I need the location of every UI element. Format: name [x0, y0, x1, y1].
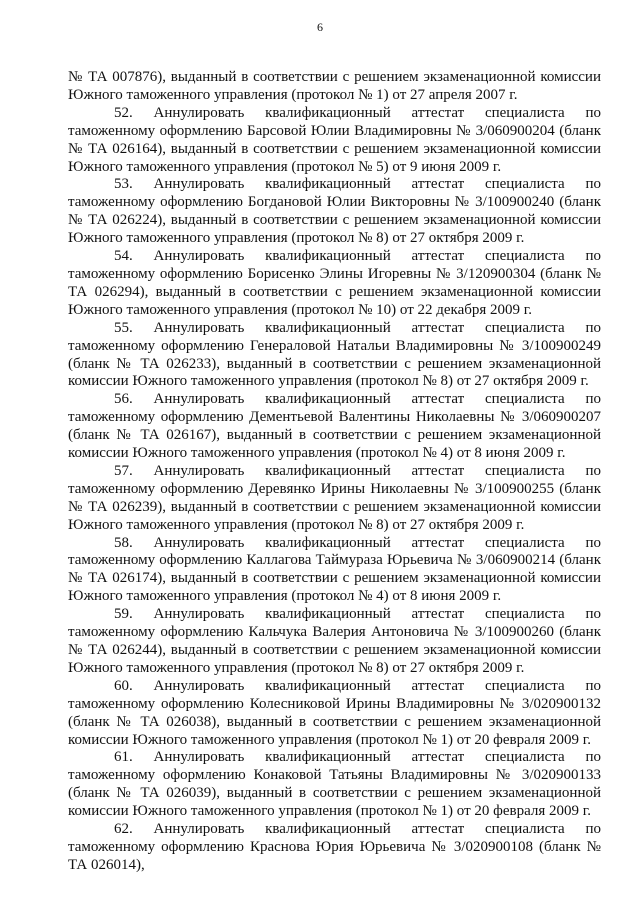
paragraph-58: 58. Аннулировать квалификационный аттестат специалиста по таможенному оформлению Каллагова Таймураза Юрьевича № 3/060900214 (бланк № ТА 026174), выданный в соответствии с решением экзаменационной комиссии Южного таможенного управления (протокол № 4) от 8 июня 2009 г.	[68, 534, 601, 605]
document-body	[68, 69, 601, 875]
paragraph-55: 55. Аннулировать квалификационный аттестат специалиста по таможенному оформлению Генераловой Натальи Владимировны № 3/100900249 (бланк № ТА 026233), выданный в соответствии с решением экзаменационной комиссии Южного таможенного управления (протокол № 8) от 27 октября 2009 г.	[68, 319, 601, 390]
paragraph-61: 61. Аннулировать квалификационный аттестат специалиста по таможенному оформлению Конаковой Татьяны Владимировны № 3/020900133 (бланк № ТА 026039), выданный в соответствии с решением экзаменационной комиссии Южного таможенного управления (протокол № 1) от 20 февраля 2009 г.	[68, 749, 601, 820]
page-number: 6	[317, 20, 323, 34]
paragraph-53: 53. Аннулировать квалификационный аттестат специалиста по таможенному оформлению Богдановой Юлии Викторовны № 3/100900240 (бланк № ТА 026224), выданный в соответствии с решением экзаменационной комиссии Южного таможенного управления (протокол № 8) от 27 октября 2009 г.	[68, 176, 601, 247]
paragraph-54: 54. Аннулировать квалификационный аттестат специалиста по таможенному оформлению Борисенко Элины Игоревны № 3/120900304 (бланк № ТА 026294), выданный в соответствии с решением экзаменационной комиссии Южного таможенного управления (протокол № 10) от 22 декабря 2009 г.	[68, 248, 601, 318]
paragraph-52: 52. Аннулировать квалификационный аттестат специалиста по таможенному оформлению Барсовой Юлии Владимировны № 3/060900204 (бланк № ТА 026164), выданный в соответствии с решением экзаменационной комиссии Южного таможенного управления (протокол № 5) от 9 июня 2009 г.	[68, 104, 601, 175]
paragraph-62: 62. Аннулировать квалификационный аттестат специалиста по таможенному оформлению Краснова Юрия Юрьевича № 3/020900108 (бланк № ТА 026014),	[68, 821, 601, 873]
paragraph-57: 57. Аннулировать квалификационный аттестат специалиста по таможенному оформлению Деревянко Ирины Николаевны № 3/100900255 (бланк № ТА 026239), выданный в соответствии с решением экзаменационной комиссии Южного таможенного управления (протокол № 8) от 27 октября 2009 г.	[68, 462, 601, 533]
paragraph-56: 56. Аннулировать квалификационный аттестат специалиста по таможенному оформлению Дементьевой Валентины Николаевны № 3/060900207 (бланк № ТА 026167), выданный в соответствии с решением экзаменационной комиссии Южного таможенного управления (протокол № 4) от 8 июня 2009 г.	[68, 391, 601, 462]
paragraph-60: 60. Аннулировать квалификационный аттестат специалиста по таможенному оформлению Колесниковой Ирины Владимировны № 3/020900132 (бланк № ТА 026038), выданный в соответствии с решением экзаменационной комиссии Южного таможенного управления (протокол № 1) от 20 февраля 2009 г.	[68, 677, 601, 748]
continuation-paragraph: № ТА 007876), выданный в соответствии с решением экзаменационной комиссии Южного таможенного управления (протокол № 1) от 27 апреля 2007 г.	[68, 69, 601, 103]
paragraph-59: 59. Аннулировать квалификационный аттестат специалиста по таможенному оформлению Кальчука Валерия Антоновича № 3/100900260 (бланк № ТА 026244), выданный в соответствии с решением экзаменационной комиссии Южного таможенного управления (протокол № 8) от 27 октября 2009 г.	[68, 606, 601, 676]
